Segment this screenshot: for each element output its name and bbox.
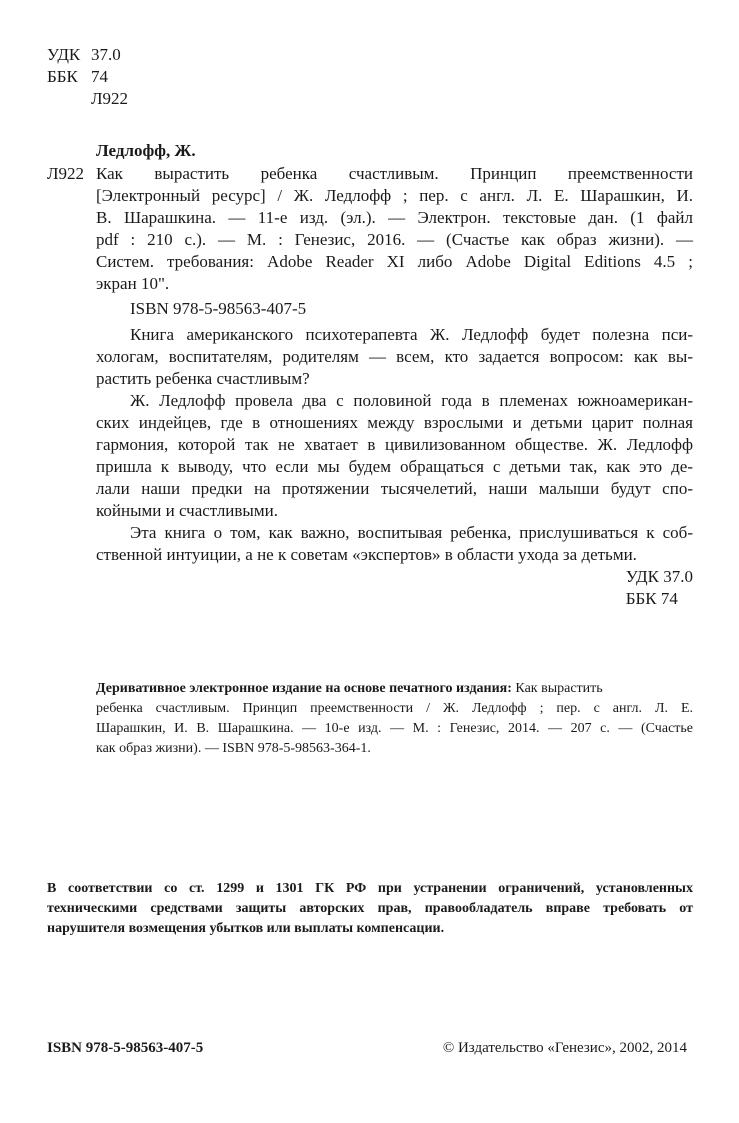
annotation-line: гармония, которой так не хватает в цивилизованном обществе. Ж. Ледлофф [96,435,693,454]
annotation-line: растить ребенка счастливым? [96,369,310,388]
classification-codes-right [626,566,693,610]
udk-row [47,44,128,66]
footer-isbn: ISBN 978-5-98563-407-5 [47,1040,204,1056]
derivative-line: Шарашкин, И. В. Шарашкина. — 10-е изд. — М. : Генезис, 2014. — 207 с. — (Счастье [96,721,693,736]
bibliographic-description [96,163,693,295]
legal-notice [47,879,693,939]
udk-code: УДК 37.0 [625,567,693,586]
udk-value: 37.0 [91,45,121,64]
description-line: Систем. требования: Adobe Reader XI либо Adobe Digital Editions 4.5 ; [96,252,693,271]
derivative-edition-note [96,679,693,759]
annotation-line: лали наши предки на протяжении тысячелетий, наши малыши будут спо- [96,479,693,498]
cutter-row [47,88,128,110]
author-heading: Ледлофф, Ж. [96,141,196,160]
annotation-line: койными и счастливыми. [96,501,278,520]
annotation [96,324,693,566]
annotation-line: пришла к выводу, что если мы будем обращаться с детьми так, как это де- [96,457,693,476]
annotation-line: Ж. Ледлофф провела два с половиной года в племенах южноамерикан- [130,391,693,410]
description-line: В. Шарашкина. — 11-е изд. (эл.). — Электрон. текстовые дан. (1 файл [96,208,693,227]
annotation-line: Эта книга о том, как важно, воспитывая ребенка, прислушиваться к соб- [130,523,693,542]
description-line: pdf : 210 с.). — М. : Генезис, 2016. — (Счастье как образ жизни). — [96,230,693,249]
derivative-first-line: Как вырастить [511,681,603,696]
footer-copyright: © Издательство «Генезис», 2002, 2014 [442,1040,687,1056]
udk-label: УДК [47,45,81,64]
annotation-line: ственной интуиции, а не к советам «экспертов» в области ухода за детьми. [96,545,637,564]
classification-codes [47,44,128,110]
bbk-value: 74 [91,67,108,86]
description-line: Как вырастить ребенка счастливым. Принцип преемственности [96,164,693,183]
derivative-line [96,679,693,699]
annotation-line: Книга американского психотерапевта Ж. Ледлофф будет полезна пси- [130,325,693,344]
legal-line: нарушителя возмещения убытков или выплаты компенсации. [47,921,445,936]
annotation-line: ских индейцев, где в отношениях между взрослыми и детьми царит полная [96,413,693,432]
description-line: экран 10". [96,274,170,293]
bbk-label: ББК [47,67,78,86]
derivative-line: как образ жизни). — ISBN 978-5-98563-364-1. [96,741,371,756]
legal-line: В соответствии со ст. 1299 и 1301 ГК РФ при устранении ограничений, установленных [47,881,693,896]
cutter-code: Л922 [91,89,129,108]
legal-line: техническими средствами защиты авторских прав, правообладатель вправе требовать от [47,901,693,916]
description-line: [Электронный ресурс] / Ж. Ледлофф ; пер. с англ. Л. Е. Шарашкин, И. [96,186,693,205]
record-cutter: Л922 [47,164,85,183]
bbk-row [47,66,128,88]
isbn: ISBN 978-5-98563-407-5 [130,299,307,318]
derivative-line: ребенка счастливым. Принцип преемственности / Ж. Ледлофф ; пер. с англ. Л. Е. [96,701,693,716]
bbk-code: ББК 74 [625,589,678,608]
derivative-heading: Деривативное электронное издание на основе печатного издания: [96,681,512,696]
annotation-line: хологам, воспитателям, родителям — всем, кто задается вопросом: как вы- [96,347,693,366]
